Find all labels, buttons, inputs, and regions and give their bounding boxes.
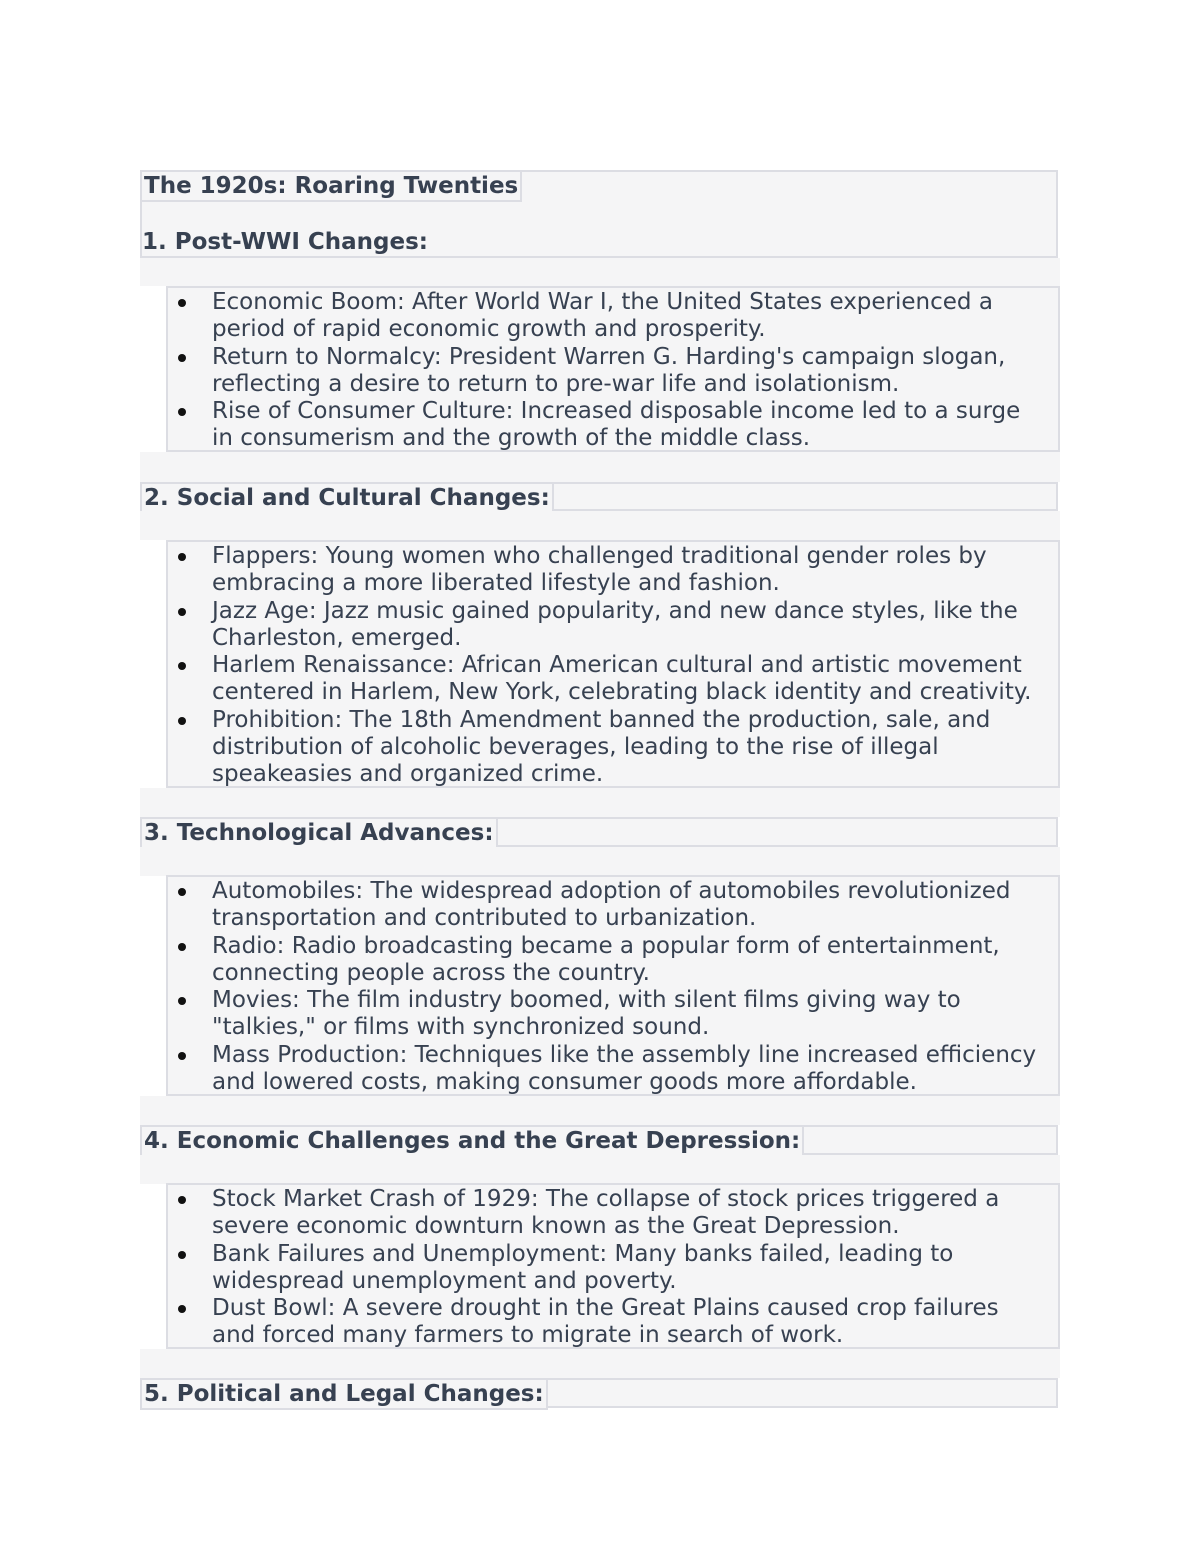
section-heading-4: 4. Economic Challenges and the Great Depression: [140, 1125, 804, 1157]
section-list-4 [166, 1183, 1060, 1349]
section-heading-2: 2. Social and Cultural Changes: [140, 482, 554, 514]
list-item: Return to Normalcy: President Warren G. Harding's campaign slogan, reflecting a desire to return to pre-war life and isolationism. [168, 344, 1058, 399]
list-item: Harlem Renaissance: African American cultural and artistic movement centered in Harlem, New York, celebrating black identity and creativity. [168, 652, 1058, 707]
list-item: Flappers: Young women who challenged traditional gender roles by embracing a more liberated lifestyle and fashion. [168, 543, 1058, 598]
spacer [140, 847, 1060, 876]
section-heading-5: 5. Political and Legal Changes: [140, 1378, 548, 1410]
spacer [140, 452, 1060, 482]
list-item: Prohibition: The 18th Amendment banned the production, sale, and distribution of alcoholic beverages, leading to the rise of illegal speakeasies and organized crime. [168, 707, 1058, 789]
spacer [140, 1096, 1060, 1125]
list-item: Rise of Consumer Culture: Increased disposable income led to a surge in consumerism and the growth of the middle class. [168, 398, 1058, 453]
list-item: Bank Failures and Unemployment: Many banks failed, leading to widespread unemployment and poverty. [168, 1241, 1058, 1296]
section-list-2 [166, 540, 1060, 788]
list-item: Radio: Radio broadcasting became a popular form of entertainment, connecting people across the country. [168, 933, 1058, 988]
list-item: Movies: The film industry boomed, with silent films giving way to "talkies," or films with synchronized sound. [168, 987, 1058, 1042]
spacer [140, 511, 1060, 540]
list-item: Mass Production: Techniques like the assembly line increased efficiency and lowered costs, making consumer goods more affordable. [168, 1042, 1058, 1097]
section-list-1 [166, 286, 1060, 452]
section-heading-1: 1. Post-WWI Changes: [142, 229, 429, 255]
list-item: Automobiles: The widespread adoption of automobiles revolutionized transportation and contributed to urbanization. [168, 878, 1058, 933]
list-item: Dust Bowl: A severe drought in the Great Plains caused crop failures and forced many farmers to migrate in search of work. [168, 1295, 1058, 1350]
list-item: Economic Boom: After World War I, the United States experienced a period of rapid economic growth and prosperity. [168, 289, 1058, 344]
spacer [140, 258, 1060, 286]
section-list-3 [166, 875, 1060, 1096]
spacer [140, 1155, 1060, 1184]
section-heading-3: 3. Technological Advances: [140, 817, 498, 849]
list-item: Stock Market Crash of 1929: The collapse of stock prices triggered a severe economic downturn known as the Great Depression. [168, 1186, 1058, 1241]
list-item: Jazz Age: Jazz music gained popularity, and new dance styles, like the Charleston, emerged. [168, 598, 1058, 653]
spacer [140, 1349, 1060, 1378]
spacer [140, 788, 1060, 817]
document-title: The 1920s: Roaring Twenties [140, 170, 522, 202]
